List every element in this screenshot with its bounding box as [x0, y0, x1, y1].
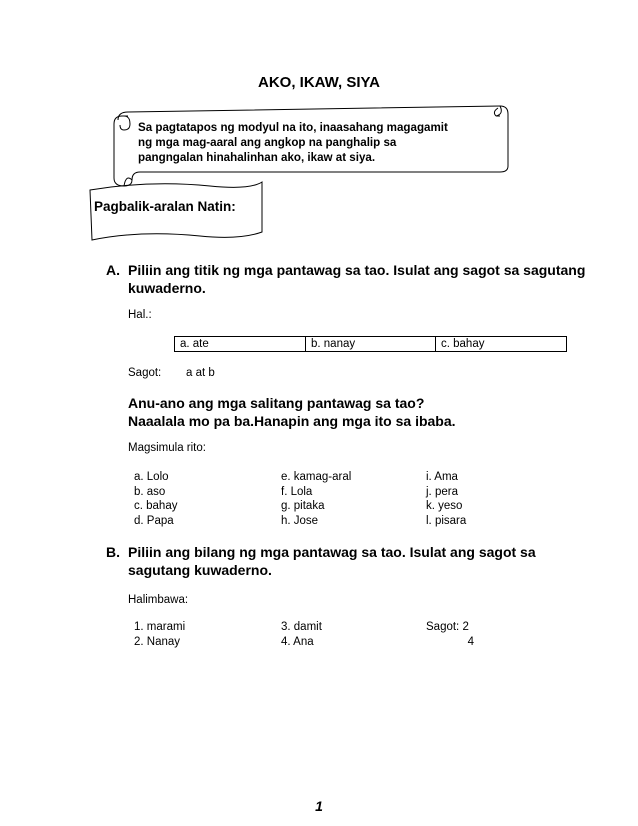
page-title: AKO, IKAW, SIYA	[258, 74, 380, 91]
list-item: f. Lola	[281, 485, 313, 498]
list-item: l. pisara	[426, 514, 467, 527]
example-label-b: Halimbawa:	[128, 594, 189, 606]
list-item: i. Ama	[426, 471, 458, 483]
b-column-1	[134, 620, 185, 649]
section-a-heading	[106, 261, 586, 301]
list-item: c. bahay	[134, 500, 178, 512]
answer-label: Sagot:	[128, 367, 162, 379]
list-item: b. aso	[134, 485, 166, 498]
answer-value: a at b	[186, 367, 215, 379]
list-item: Sagot: 2	[426, 621, 469, 633]
page-number: 1	[315, 798, 323, 814]
b-answer-column	[426, 620, 474, 649]
start-label: Magsimula rito:	[128, 442, 206, 454]
list-item: 4. Ana	[281, 635, 314, 648]
section-b-heading	[106, 543, 586, 583]
list-item: a. Lolo	[134, 471, 169, 483]
question-text: Anu-ano ang mga salitang pantawag sa tao? Naaalala mo pa ba.Hanapin ang mga ito sa ibaba.	[128, 395, 456, 429]
list-item: 4	[467, 635, 474, 648]
word-column-3	[426, 470, 466, 528]
objective-text: Sa pagtatapos ng modyul na ito, inaasahang magagamit ng mga mag-aaral ang angkop na panghalip sa pangngalan hinahalinhan ako, ikaw at siya.	[138, 121, 448, 164]
list-item: 2. Nanay	[134, 635, 181, 648]
choice-c: c. bahay	[436, 337, 567, 352]
section-a-letter: A.	[106, 262, 120, 278]
example-label: Hal.:	[128, 309, 152, 321]
b-column-2	[281, 620, 322, 649]
section-b-letter: B.	[106, 544, 120, 560]
list-item: h. Jose	[281, 514, 319, 527]
list-item: j. pera	[426, 485, 458, 498]
review-label: Pagbalik-aralan Natin:	[94, 199, 236, 214]
section-a-instruction: Piliin ang titik ng mga pantawag sa tao. Isulat ang sagot sa sagutang kuwaderno.	[128, 262, 586, 296]
example-choices-table	[174, 336, 567, 352]
list-item: 3. damit	[281, 621, 322, 633]
word-column-2	[281, 470, 351, 528]
choice-b: b. nanay	[306, 337, 436, 352]
list-item: 1. marami	[134, 621, 186, 633]
list-item: k. yeso	[426, 500, 463, 512]
word-column-1	[134, 470, 177, 528]
list-item: d. Papa	[134, 514, 174, 527]
section-b-instruction: Piliin ang bilang ng mga pantawag sa tao. Isulat ang sagot sa sagutang kuwaderno.	[128, 544, 536, 578]
list-item: e. kamag-aral	[281, 471, 352, 483]
choice-a: a. ate	[175, 337, 306, 352]
list-item: g. pitaka	[281, 500, 325, 512]
